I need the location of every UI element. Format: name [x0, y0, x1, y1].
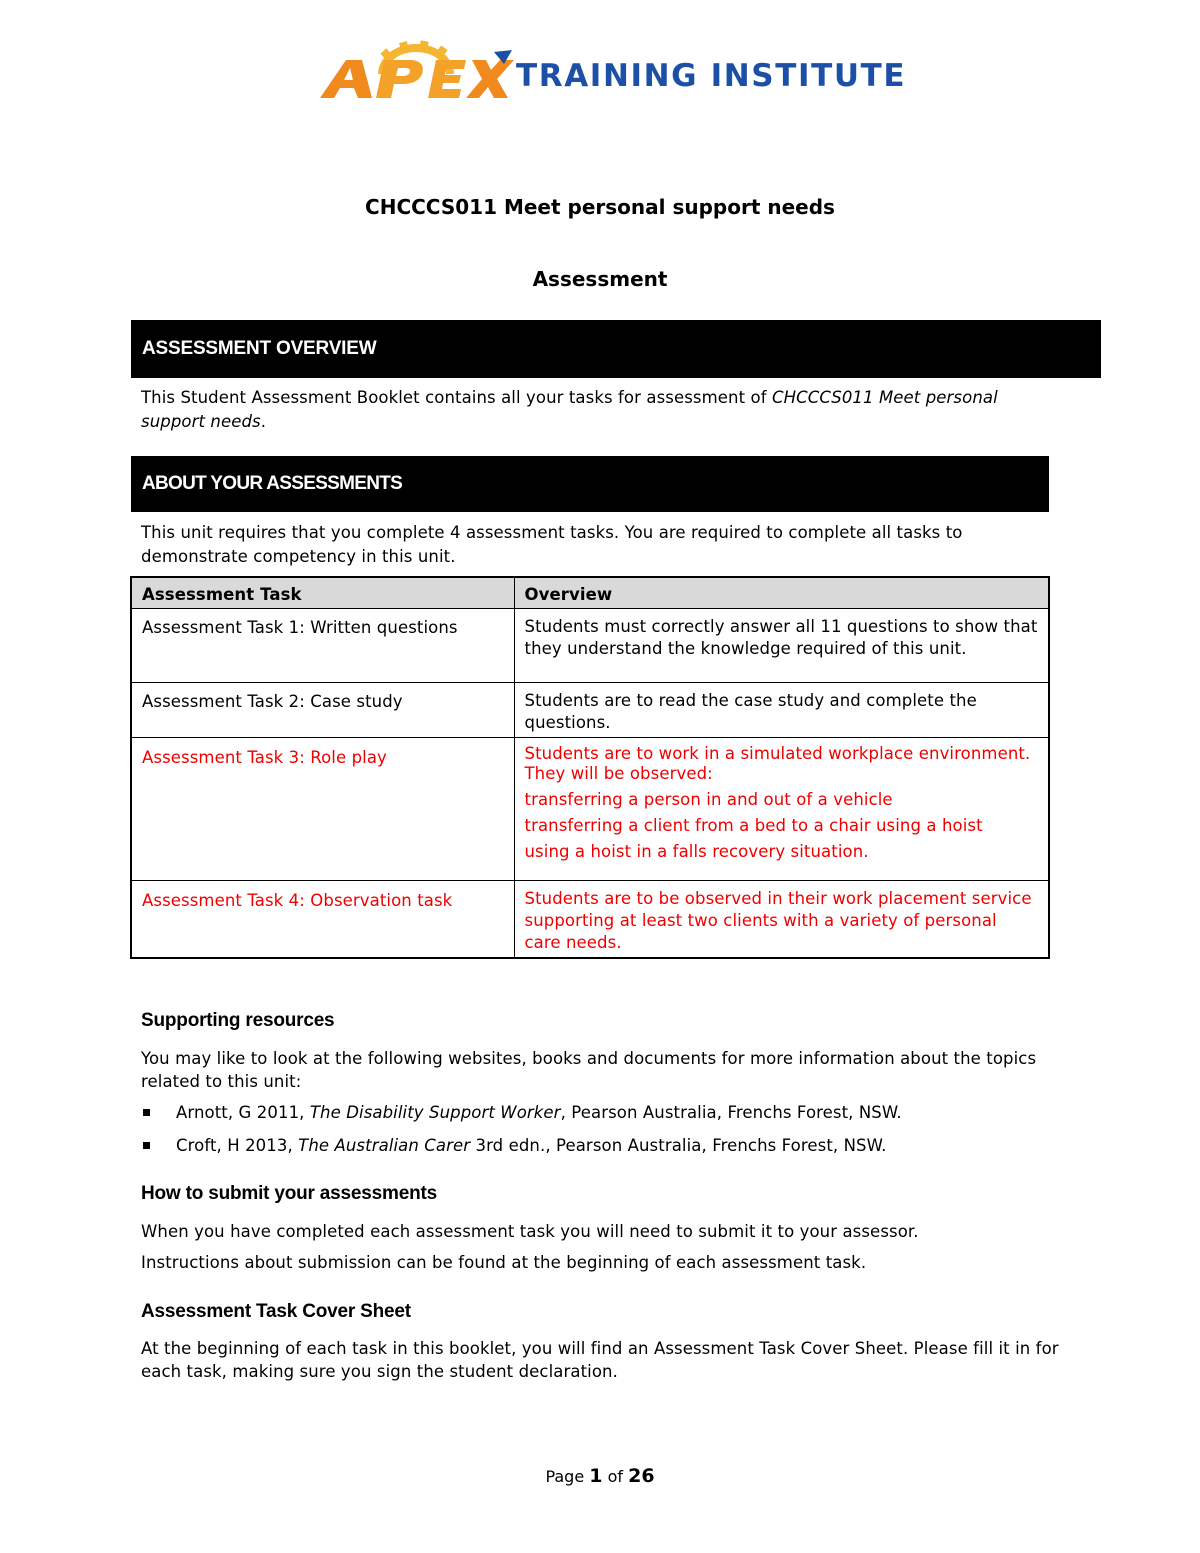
submit-line-2: Instructions about submission can be found at the beginning of each assessment task. — [141, 1253, 867, 1272]
task-cell: Assessment Task 4: Observation task — [131, 880, 514, 958]
observed-item: using a hoist in a falls recovery situation. — [524, 841, 869, 861]
logo-wordmark: TRAINING INSTITUTE — [516, 58, 907, 94]
of-word: of — [607, 1467, 624, 1486]
supporting-resources-heading: Supporting resources — [141, 1010, 335, 1031]
overview-unit-name: CHCCCS011 Meet personal support needs — [141, 388, 998, 431]
assessment-overview-heading: ASSESSMENT OVERVIEW — [142, 338, 377, 359]
table-row — [131, 682, 1049, 737]
overview-paragraph — [141, 386, 1066, 434]
document-subtitle: Assessment — [532, 267, 668, 291]
ref-author: Arnott, G 2011, — [176, 1103, 310, 1122]
assessment-task-table — [130, 576, 1050, 959]
cover-sheet-heading: Assessment Task Cover Sheet — [141, 1301, 411, 1322]
ref-publisher: 3rd edn., Pearson Australia, Frenchs Forest, NSW. — [470, 1136, 887, 1155]
overview-period: . — [260, 412, 267, 431]
table-row — [131, 880, 1049, 958]
submit-heading: How to submit your assessments — [141, 1183, 437, 1204]
assessment-overview-banner — [131, 320, 1101, 378]
ref-publisher: , Pearson Australia, Frenchs Forest, NSW. — [560, 1103, 902, 1122]
ref-author: Croft, H 2013, — [176, 1136, 299, 1155]
submit-line-1: When you have completed each assessment task you will need to submit it to your assessor. — [141, 1222, 919, 1241]
overview-intro: Students are to work in a simulated workplace environment. They will be observed: — [524, 743, 1031, 783]
ref-title: The Disability Support Worker — [309, 1103, 561, 1122]
table-header-task: Assessment Task — [131, 577, 514, 608]
page-number: 1 — [589, 1465, 603, 1487]
ref-title: The Australian Carer — [298, 1136, 471, 1155]
task-cell: Assessment Task 3: Role play — [131, 737, 514, 880]
supporting-resources-intro: You may like to look at the following websites, books and documents for more information about the topics related to this unit: — [141, 1049, 1037, 1091]
table-header-row — [131, 577, 1049, 608]
apex-logo-mark — [316, 40, 516, 102]
overview-text: This Student Assessment Booklet contains all your tasks for assessment of — [141, 388, 772, 407]
task-cell: Assessment Task 1: Written questions — [131, 608, 514, 682]
page-footer — [0, 1465, 1200, 1487]
about-assessments-heading: ABOUT YOUR ASSESSMENTS — [142, 473, 403, 494]
table-row — [131, 737, 1049, 880]
overview-cell: Students are to read the case study and complete the questions. — [514, 682, 1049, 737]
overview-cell: Students must correctly answer all 11 questions to show that they understand the knowledge required of this unit. — [514, 608, 1049, 682]
overview-cell: Students are to be observed in their work placement service supporting at least two clients with a variety of personal care needs. — [514, 880, 1049, 958]
page-total: 26 — [628, 1465, 655, 1487]
observed-item: transferring a client from a bed to a chair using a hoist — [524, 815, 983, 835]
table-header-overview: Overview — [514, 577, 1049, 608]
square-bullet-icon — [143, 1142, 150, 1149]
about-assessments-banner — [131, 456, 1049, 512]
overview-cell — [514, 737, 1049, 880]
document-title: CHCCCS011 Meet personal support needs — [365, 195, 835, 219]
apex-logo — [316, 40, 907, 102]
square-bullet-icon — [143, 1109, 150, 1116]
task-cell: Assessment Task 2: Case study — [131, 682, 514, 737]
about-paragraph: This unit requires that you complete 4 assessment tasks. You are required to complete all tasks to demonstrate competency in this unit. — [141, 523, 963, 566]
table-row — [131, 608, 1049, 682]
cover-sheet-text: At the beginning of each task in this booklet, you will find an Assessment Task Cover Sheet. Please fill it in for each task, making sure you sign the student declaration. — [141, 1339, 1059, 1381]
observed-item: transferring a person in and out of a vehicle — [524, 789, 893, 809]
page-word: Page — [545, 1467, 585, 1486]
